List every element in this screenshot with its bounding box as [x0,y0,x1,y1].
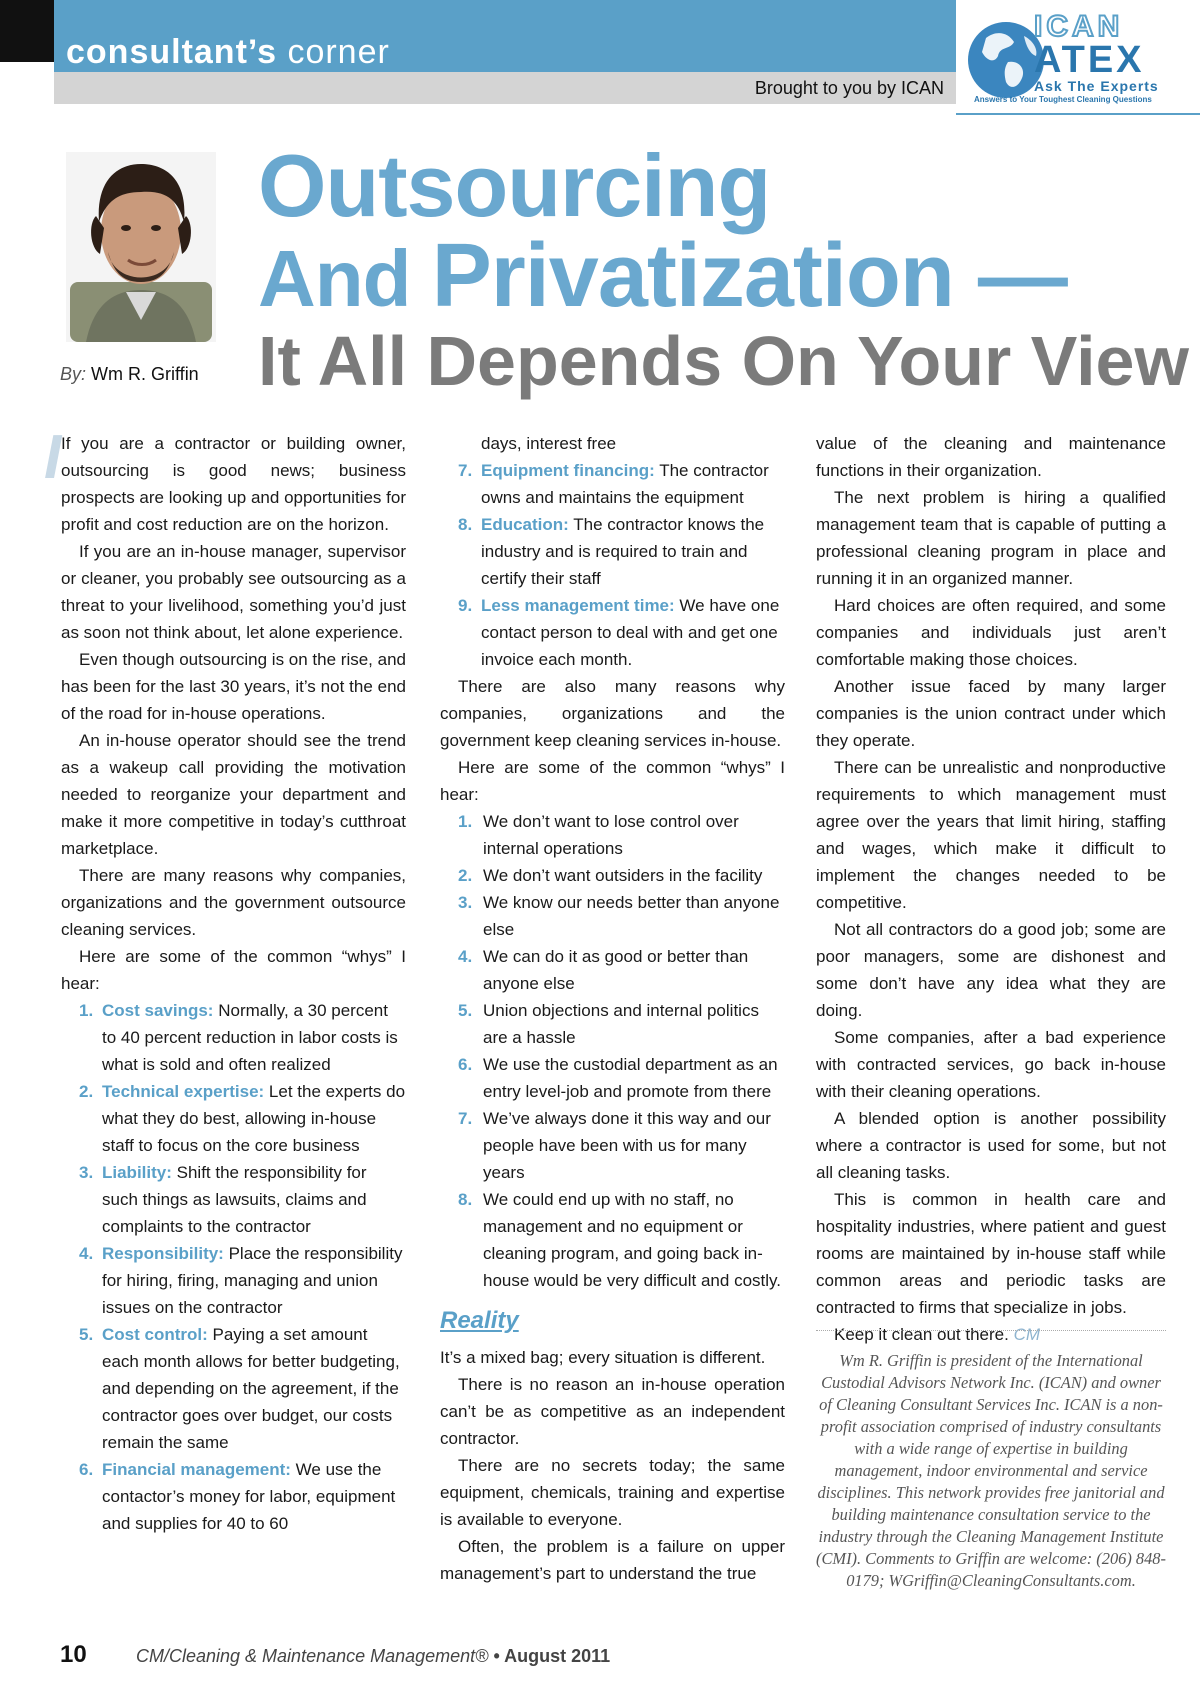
list-item: 4. We can do it as good or better than anyone else [458,947,749,993]
list-item: 3. We know our needs better than anyone else [458,893,780,939]
paragraph: If you are a contractor or building owner, outsourcing is good news; business prospects are looking up and opportunities for profit and cost reduction are on the horizon. [61,434,406,534]
list-item: 3. Liability: Shift the responsibility for such things as lawsuits, claims and complaints to the contractor [79,1163,367,1236]
in-house-reasons-list [440,808,785,1294]
logo-sub-tagline: Answers to Your Toughest Cleaning Questions [974,95,1152,104]
list-item: 7. We’ve always done it this way and our people have been with us for many years [458,1109,771,1182]
outsource-reasons-list [61,997,406,1537]
outsource-reasons-list-cont [440,457,785,673]
title-line-3: It All Depends On Your View [258,322,1189,400]
list-item: 1. We don’t want to lose control over internal operations [458,812,739,858]
paragraph: If you are an in-house manager, supervisor or cleaner, you probably see outsourcing as a threat to your livelihood, something you’d just as soon not think about, let alone experience. [61,542,406,642]
title-line-2: And Privatization — [258,226,1067,326]
subheading-reality: Reality [440,1307,519,1334]
author-bio: Wm R. Griffin is president of the International Custodial Advisors Network Inc. (ICAN) and owner of Cleaning Consultant Services Inc. ICAN is a non-profit association comprised of industry consultants with a wide range of expertise in building management, indoor environmental and service disciplines. This network provides free janitorial and building maintenance consultation service to the industry through the Cleaning Management Institute (CMI). Comments to Griffin are welcome: (206) 848-0179; WGriffin@CleaningConsultants.com. [816,1351,1166,1590]
list-item: 6. Financial management: We use the contactor’s money for labor, equipment and supplies for 40 to 60 [79,1460,396,1533]
list-item: 8. We could end up with no staff, no management and no equipment or cleaning program, and going back in-house would be very difficult and costly. [458,1190,781,1290]
list-item: 7. Equipment financing: The contractor owns and maintains the equipment [458,461,769,507]
paragraph: Often, the problem is a failure on upper management’s part to understand the true [440,1537,785,1583]
title-line-1: Outsourcing [258,136,771,235]
closing-paragraph: Keep it clean out there. CM [834,1325,1041,1344]
paragraph: The next problem is hiring a qualified management team that is capable of putting a professional cleaning program in place and running it in an organized manner. [816,488,1166,588]
article-column-3 [816,430,1166,1348]
paragraph: This is common in health care and hospitality industries, where patient and guest rooms are maintained by in-house staff while common areas and periodic tasks are contracted to firms that specialize in jobs. [816,1190,1166,1317]
end-mark: CM [1013,1325,1041,1344]
list-item: 8. Education: The contractor knows the industry and is required to train and certify their staff [458,515,765,588]
paragraph: It’s a mixed bag; every situation is different. [440,1348,766,1367]
paragraph: Even though outsourcing is on the rise, and has been for the last 30 years, it’s not the end of the road for in-house operations. [61,650,406,723]
byline-author: Wm R. Griffin [91,364,199,384]
section-kicker: consultant’s corner [66,33,390,71]
paragraph: There is no reason an in-house operation can’t be as competitive as an independent contractor. [440,1375,785,1448]
article-column-2 [440,430,785,1587]
header-black-block [0,0,54,62]
bio-divider [816,1330,1166,1332]
paragraph: There can be unrealistic and nonproductive requirements to which management must agree over the years that limit hiring, staffing and wages, which make it difficult to implement the changes needed to be competitive. [816,758,1166,912]
paragraph: Another issue faced by many larger companies is the union contract under which they operate. [816,677,1166,750]
paragraph: There are no secrets today; the same equipment, chemicals, training and expertise is available to everyone. [440,1456,785,1529]
byline [60,362,199,386]
header-rule [956,113,1200,115]
logo-ican-text: ICAN [1034,10,1124,43]
list-item: 5. Union objections and internal politics are a hassle [458,1001,759,1047]
brought-by-text: Brought to you by ICAN [754,78,944,98]
list-item: 2. Technical expertise: Let the experts do what they do best, allowing in-house staff to focus on the core business [79,1082,406,1155]
paragraph: Here are some of the common “whys” I hear: [440,758,785,804]
article-column-1 [61,430,406,1537]
paragraph: Not all contractors do a good job; some are poor managers, some are dishonest and some don’t have any idea what they are doing. [816,920,1166,1020]
paragraph: An in-house operator should see the trend as a wakeup call providing the motivation needed to reorganize your department and make it more competitive in today’s cutthroat marketplace. [61,731,406,858]
paragraph: There are also many reasons why companies, organizations and the government keep cleaning services in-house. [440,677,785,750]
list-item: 5. Cost control: Paying a set amount each month allows for better budgeting, and depending on the agreement, if the contractor goes over budget, our costs remain the same [79,1325,400,1452]
paragraph: Here are some of the common “whys” I hear: [61,947,406,993]
paragraph: There are many reasons why companies, organizations and the government outsource cleaning services. [61,866,406,939]
list-item: 6. We use the custodial department as an entry level-job and promote from there [458,1055,778,1101]
paragraph: A blended option is another possibility where a contractor is used for some, but not all cleaning tasks. [816,1109,1166,1182]
list-item: 2. We don’t want outsiders in the facility [458,866,763,885]
author-photo [66,152,216,342]
paragraph: Hard choices are often required, and some companies and individuals just aren’t comfortable making those choices. [816,596,1166,669]
logo-tagline: Ask The Experts [1034,78,1159,94]
drop-cap: I [44,423,62,492]
list-item: 1. Cost savings: Normally, a 30 percent to 40 percent reduction in labor costs is what is sold and often realized [79,1001,398,1074]
logo-atex-text: ATEX [1034,39,1145,81]
footer-magazine: CM/Cleaning & Maintenance Management® • August 2011 [136,1646,611,1666]
byline-prefix: By: [60,364,87,384]
paragraph: value of the cleaning and maintenance functions in their organization. [816,434,1166,480]
list-item: 9. Less management time: We have one contact person to deal with and get one invoice each month. [458,596,780,669]
list-continuation: days, interest free [481,434,617,453]
list-item: 4. Responsibility: Place the responsibility for hiring, firing, managing and union issues on the contractor [79,1244,403,1317]
page-number: 10 [60,1641,87,1668]
paragraph: Some companies, after a bad experience with contracted services, go back in-house with their cleaning operations. [816,1028,1166,1101]
